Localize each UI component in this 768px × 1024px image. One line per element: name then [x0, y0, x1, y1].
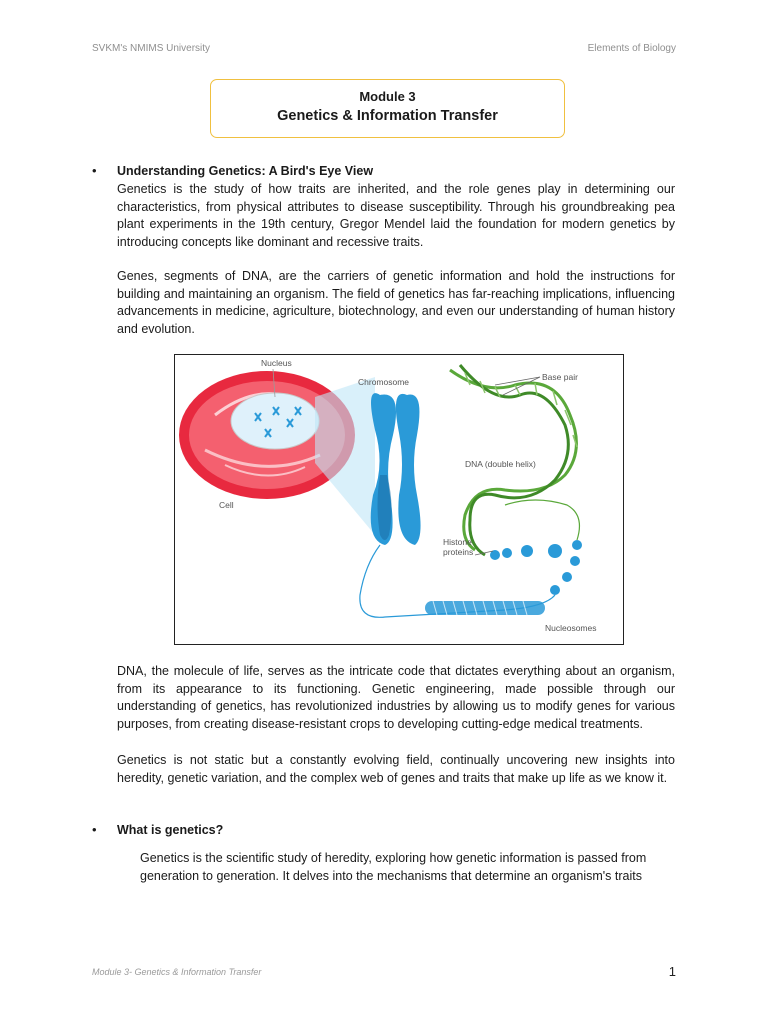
label-nucleosomes: Nucleosomes — [545, 623, 597, 633]
nucleosome-beads — [490, 540, 582, 595]
label-dna-double-helix: DNA (double helix) — [465, 459, 536, 469]
page-number: 1 — [668, 964, 676, 979]
label-base-pair: Base pair — [542, 372, 578, 382]
label-cell: Cell — [219, 500, 234, 510]
footer-module-title: Module 3- Genetics & Information Transfer — [92, 967, 262, 977]
module-number: Module 3 — [359, 89, 416, 104]
label-nucleus: Nucleus — [261, 358, 292, 368]
module-title-box — [210, 79, 565, 138]
header-course: Elements of Biology — [587, 43, 676, 54]
paragraph-genetics-intro: Genetics is the study of how traits are inherited, and the role genes play in determining our characteristics, from physical attributes to disease susceptibility. Through his groundbreaking pea plant experiments in the 19th century, Gregor Mendel laid the foundation for modern genetics by introducing concepts like dominant and recessive traits. — [117, 182, 675, 250]
bullet-icon: • — [92, 822, 97, 837]
chromosome-illustration — [371, 393, 421, 545]
dna-illustration — [175, 355, 623, 644]
label-histone: Histone — [443, 537, 472, 547]
paragraph-evolving-field: Genetics is not static but a constantly evolving field, continually uncovering new insights into heredity, genetic variation, and the complex web of genes and traits that make up life as we know it. — [117, 753, 675, 785]
header-university: SVKM's NMIMS University — [92, 43, 211, 54]
paragraph-dna: DNA, the molecule of life, serves as the intricate code that dictates everything about an organism, from its appearance to its functioning. Genetic engineering, made possible through our understanding of genetics, has revolutionized industries by allowing us to modify genes for various purposes, from creating disease-resistant crops to developing cutting-edge medical treatments. — [117, 664, 675, 732]
section-heading-what-is-genetics: What is genetics? — [117, 823, 224, 837]
module-title: Genetics & Information Transfer — [277, 108, 498, 124]
label-proteins: proteins — [443, 547, 474, 557]
bullet-icon: • — [92, 163, 97, 178]
paragraph-genes: Genes, segments of DNA, are the carriers of genetic information and hold the instructions for building and maintaining an organism. The field of genetics has far-reaching implications, influencing advancements in medicine, agriculture, biotechnology, and even our understanding of human history and evolution. — [117, 269, 675, 337]
dna-structure-figure — [174, 354, 624, 645]
paragraph-genetics-definition: Genetics is the scientific study of heredity, exploring how genetic information is passed from generation to generation. It delves into the mechanisms that determine an organism's traits — [140, 851, 647, 883]
chromatin-fiber — [425, 601, 545, 615]
section-heading-understanding: Understanding Genetics: A Bird's Eye View — [117, 164, 374, 178]
zoom-cone — [315, 377, 375, 535]
label-chromosome: Chromosome — [358, 377, 410, 387]
